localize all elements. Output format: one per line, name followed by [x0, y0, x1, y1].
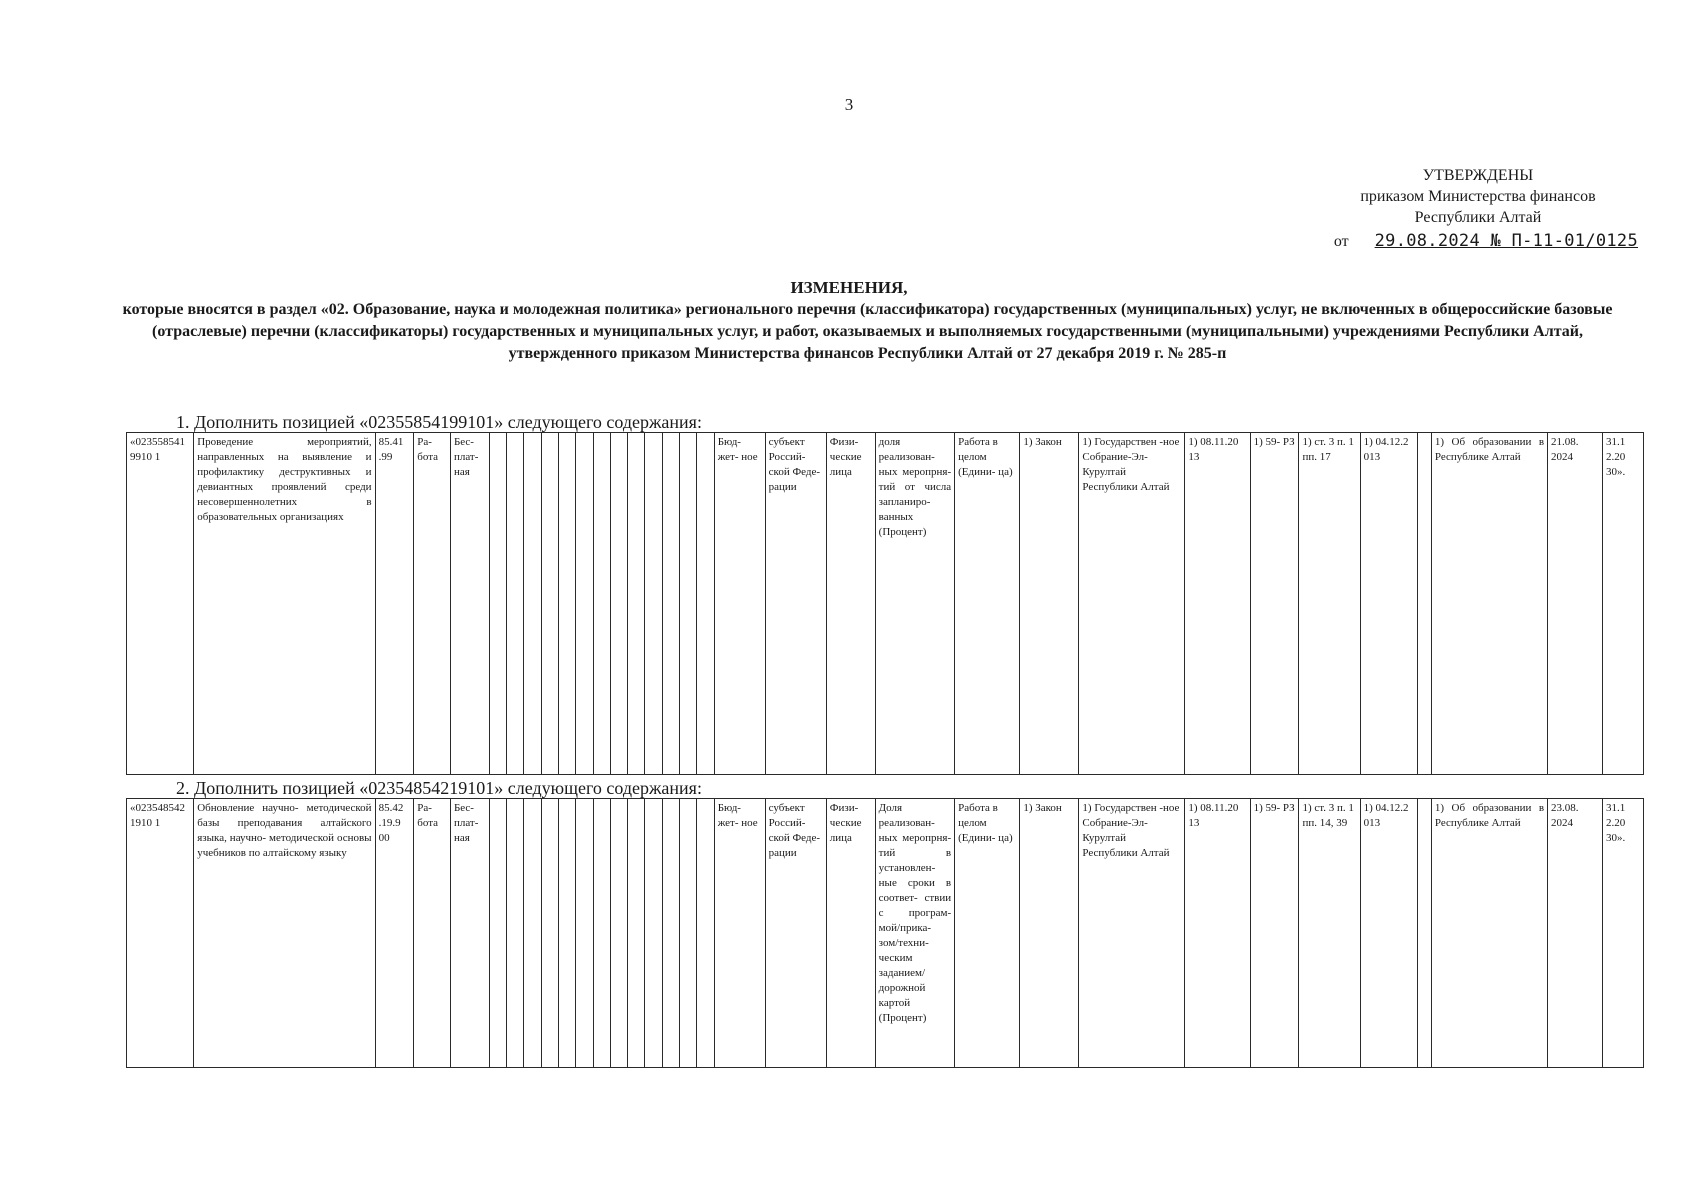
cell-empty: [1417, 433, 1431, 775]
page-number: 3: [844, 95, 854, 114]
cell-empty: [593, 799, 610, 1068]
cell-founder: субъект Россий- ской Феде- рации: [765, 433, 826, 775]
cell-act-type: 1) Закон: [1020, 433, 1079, 775]
cell-budget: Бюд- жет- ное: [714, 799, 765, 1068]
table-row: [127, 433, 1644, 775]
cell-empty: [558, 433, 575, 775]
cell-empty: [541, 433, 558, 775]
cell-empty: [697, 433, 714, 775]
classifier-table: [126, 432, 1644, 775]
cell-empty: [576, 433, 593, 775]
cell-act-name: 1) Об образовании в Республике Алтай: [1431, 433, 1547, 775]
cell-authority: 1) Государствен -ное Собрание-Эл- Курултай Республики Алтай: [1079, 433, 1185, 775]
cell-date-start: 21.08. 2024: [1548, 433, 1603, 775]
cell-empty: [645, 433, 662, 775]
cell-empty: [628, 433, 645, 775]
cell-consumers: Физи- ческие лица: [826, 799, 875, 1068]
cell-payment: Бес- плат- ная: [450, 433, 489, 775]
cell-empty: [524, 799, 541, 1068]
cell-date-end: 31.1 2.20 30».: [1603, 433, 1644, 775]
cell-act-article: 1) ст. 3 п. 1 пп. 14, 39: [1299, 799, 1360, 1068]
cell-name: Проведение мероприятий, направленных на выявление и профилактику деструктивных и девиантных проявлений среди несовершеннолетних в образовательных организациях: [194, 433, 375, 775]
section-heading: 1. Дополнить позицией «02355854199101» следующего содержания:: [176, 412, 702, 432]
cell-empty: [680, 799, 697, 1068]
cell-okved: 85.41 .99: [375, 433, 414, 775]
cell-empty: [489, 433, 506, 775]
cell-empty: [645, 799, 662, 1068]
cell-empty: [558, 799, 575, 1068]
cell-empty: [524, 433, 541, 775]
cell-budget: Бюд- жет- ное: [714, 433, 765, 775]
cell-empty: [489, 799, 506, 1068]
approval-line: приказом Министерства финансов: [1360, 188, 1596, 205]
cell-act-effective: 1) 04.12.2 013: [1360, 433, 1417, 775]
approval-order-number: 29.08.2024 № П-11-01/0125: [1374, 231, 1638, 251]
cell-empty: [628, 799, 645, 1068]
cell-type: Ра- бота: [414, 433, 451, 775]
cell-empty: [662, 799, 679, 1068]
cell-okved: 85.42 .19.9 00: [375, 799, 414, 1068]
cell-type: Ра- бота: [414, 799, 451, 1068]
cell-empty: [1417, 799, 1431, 1068]
cell-empty: [576, 799, 593, 1068]
cell-empty: [680, 433, 697, 775]
cell-indicator: Доля реализован- ных меропрня- тий в установлен- ные сроки в соответ- ствии с програм- мой/прика- зом/техни- ческим заданием/ дорожной картой (Процент): [875, 799, 954, 1068]
cell-empty: [662, 433, 679, 775]
document-title: ИЗМЕНЕНИЯ,: [790, 278, 908, 297]
cell-date-start: 23.08. 2024: [1548, 799, 1603, 1068]
cell-act-effective: 1) 04.12.2 013: [1360, 799, 1417, 1068]
cell-name: Обновление научно- методической базы преподавания алтайского языка, научно- методической основы учебников по алтайскому языку: [194, 799, 375, 1068]
cell-empty: [506, 433, 523, 775]
cell-act-date: 1) 08.11.20 13: [1185, 433, 1250, 775]
approval-block: [1318, 165, 1638, 228]
cell-date-end: 31.1 2.20 30».: [1603, 799, 1644, 1068]
cell-payment: Бес- плат- ная: [450, 799, 489, 1068]
cell-act-date: 1) 08.11.20 13: [1185, 799, 1250, 1068]
cell-act-article: 1) ст. 3 п. 1 пп. 17: [1299, 433, 1360, 775]
cell-act-type: 1) Закон: [1020, 799, 1079, 1068]
cell-empty: [541, 799, 558, 1068]
cell-empty: [610, 433, 627, 775]
document-subtitle: которые вносятся в раздел «02. Образование, наука и молодежная политика» регионального перечня (классификатора) государственных (муниципальных) услуг, не включенных в общероссийские базовые (отраслевые) перечни (классификаторы) государственных и муниципальных услуг, и работ, оказываемых и выполняемых государственными (муниципальными) учреждениями Республики Алтай, утвержденного приказом Министерства финансов Республики Алтай от 27 декабря 2019 г. № 285-п: [122, 301, 1613, 362]
approval-title: УТВЕРЖДЕНЫ: [1422, 167, 1534, 184]
cell-empty: [506, 799, 523, 1068]
cell-volume: Работа в целом (Едини- ца): [955, 433, 1020, 775]
cell-code: «0235485421910 1: [127, 799, 194, 1068]
cell-code: «0235585419910 1: [127, 433, 194, 775]
cell-founder: субъект Россий- ской Феде- рации: [765, 799, 826, 1068]
cell-authority: 1) Государствен -ное Собрание-Эл- Курултай Республики Алтай: [1079, 799, 1185, 1068]
table-row: [127, 799, 1644, 1068]
cell-empty: [593, 433, 610, 775]
cell-act-number: 1) 59- РЗ: [1250, 433, 1299, 775]
section-heading: 2. Дополнить позицией «02354854219101» следующего содержания:: [176, 778, 702, 798]
cell-act-name: 1) Об образовании в Республике Алтай: [1431, 799, 1547, 1068]
cell-volume: Работа в целом (Едини- ца): [955, 799, 1020, 1068]
cell-empty: [610, 799, 627, 1068]
classifier-table: [126, 798, 1644, 1068]
cell-indicator: доля реализован- ных меропрня- тий от числа запланиро- ванных (Процент): [875, 433, 954, 775]
cell-empty: [697, 799, 714, 1068]
cell-consumers: Физи- ческие лица: [826, 433, 875, 775]
approval-order-line: [1334, 231, 1638, 251]
approval-order-prefix: от: [1333, 233, 1349, 250]
approval-line: Республики Алтай: [1414, 209, 1542, 226]
cell-act-number: 1) 59- РЗ: [1250, 799, 1299, 1068]
